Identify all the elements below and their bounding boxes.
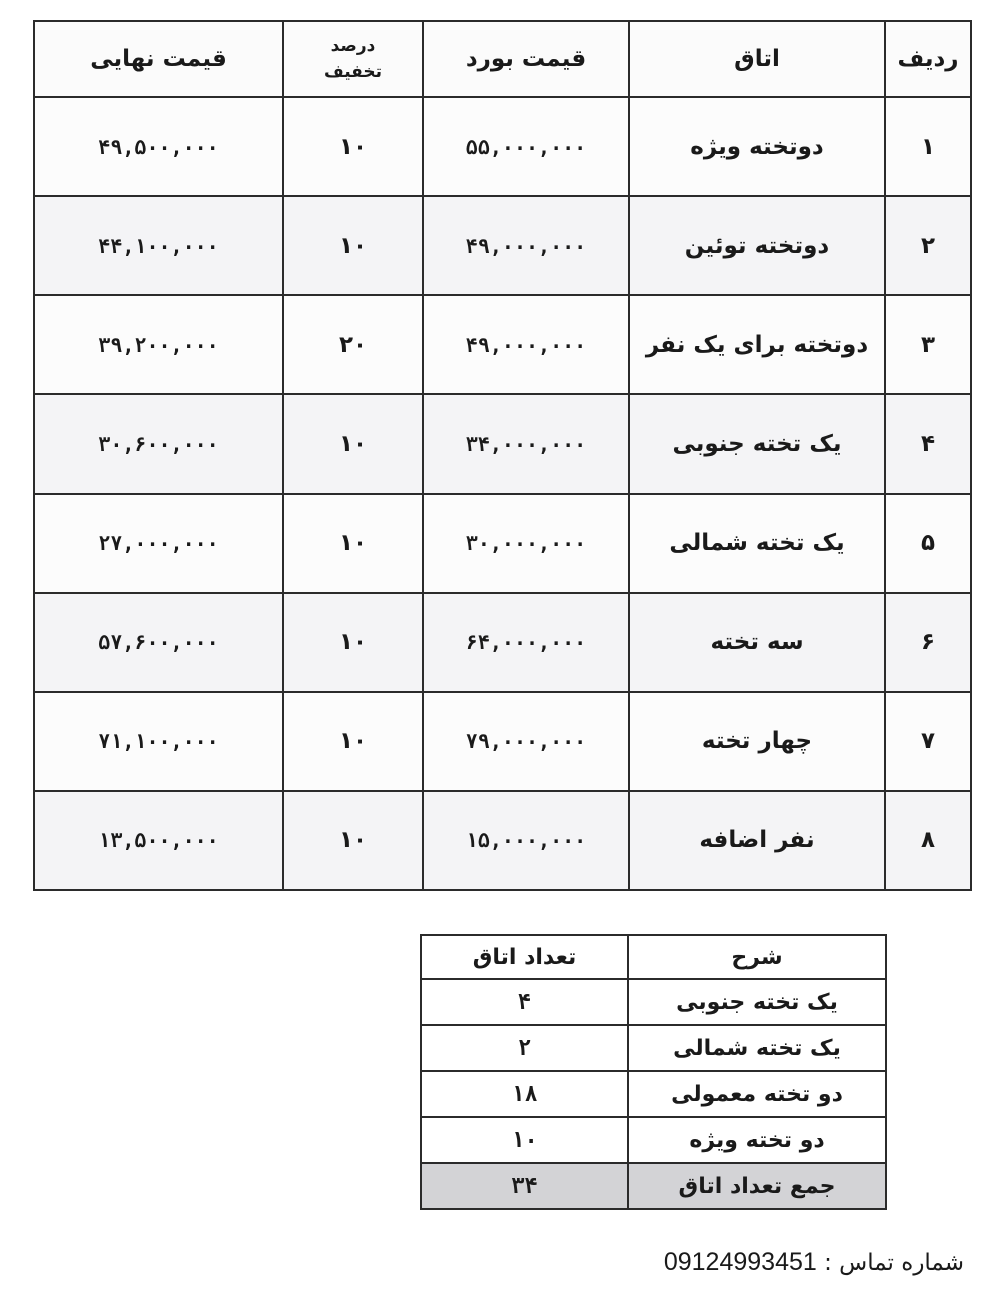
count-value: ۱۰ bbox=[421, 1117, 628, 1163]
row-number: ۲ bbox=[885, 196, 971, 295]
discount-percent: ۱۰ bbox=[283, 97, 423, 196]
discount-percent: ۱۰ bbox=[283, 593, 423, 692]
total-description: جمع تعداد اتاق bbox=[628, 1163, 886, 1209]
final-price: ۳۹,۲۰۰,۰۰۰ bbox=[34, 295, 283, 394]
count-value: ۴ bbox=[421, 979, 628, 1025]
table-row bbox=[421, 1117, 886, 1163]
header-row-no: ردیف bbox=[885, 21, 971, 97]
count-description: دو تخته معمولی bbox=[628, 1071, 886, 1117]
row-number: ۸ bbox=[885, 791, 971, 890]
count-description: یک تخته جنوبی bbox=[628, 979, 886, 1025]
room-name: دوتخته توئین bbox=[629, 196, 885, 295]
table-row bbox=[34, 394, 971, 493]
room-count-table bbox=[420, 934, 887, 1210]
count-value: ۲ bbox=[421, 1025, 628, 1071]
count-description: یک تخته شمالی bbox=[628, 1025, 886, 1071]
table-row bbox=[34, 494, 971, 593]
board-price: ۳۴,۰۰۰,۰۰۰ bbox=[423, 394, 629, 493]
discount-percent: ۱۰ bbox=[283, 692, 423, 791]
header-discount-line1: درصد bbox=[330, 36, 376, 56]
discount-percent: ۱۰ bbox=[283, 494, 423, 593]
row-number: ۶ bbox=[885, 593, 971, 692]
board-price: ۳۰,۰۰۰,۰۰۰ bbox=[423, 494, 629, 593]
room-name: چهار تخته bbox=[629, 692, 885, 791]
count-table-header bbox=[421, 935, 886, 979]
header-description: شرح bbox=[628, 935, 886, 979]
room-name: نفر اضافه bbox=[629, 791, 885, 890]
room-name: سه تخته bbox=[629, 593, 885, 692]
header-discount-line2: تخفیف bbox=[323, 62, 383, 82]
total-row bbox=[421, 1163, 886, 1209]
table-row bbox=[34, 196, 971, 295]
contact-line bbox=[664, 1248, 964, 1277]
price-table-header bbox=[34, 21, 971, 97]
board-price: ۱۵,۰۰۰,۰۰۰ bbox=[423, 791, 629, 890]
row-number: ۱ bbox=[885, 97, 971, 196]
board-price: ۴۹,۰۰۰,۰۰۰ bbox=[423, 196, 629, 295]
final-price: ۲۷,۰۰۰,۰۰۰ bbox=[34, 494, 283, 593]
final-price: ۴۴,۱۰۰,۰۰۰ bbox=[34, 196, 283, 295]
discount-percent: ۱۰ bbox=[283, 791, 423, 890]
final-price: ۱۳,۵۰۰,۰۰۰ bbox=[34, 791, 283, 890]
row-number: ۴ bbox=[885, 394, 971, 493]
board-price: ۴۹,۰۰۰,۰۰۰ bbox=[423, 295, 629, 394]
final-price: ۵۷,۶۰۰,۰۰۰ bbox=[34, 593, 283, 692]
table-row bbox=[34, 295, 971, 394]
table-row bbox=[421, 1025, 886, 1071]
contact-phone: 09124993451 bbox=[663, 1248, 817, 1276]
row-number: ۳ bbox=[885, 295, 971, 394]
discount-percent: ۱۰ bbox=[283, 394, 423, 493]
price-table bbox=[33, 20, 972, 891]
header-room-count: تعداد اتاق bbox=[421, 935, 628, 979]
final-price: ۳۰,۶۰۰,۰۰۰ bbox=[34, 394, 283, 493]
table-row bbox=[34, 97, 971, 196]
final-price: ۴۹,۵۰۰,۰۰۰ bbox=[34, 97, 283, 196]
board-price: ۷۹,۰۰۰,۰۰۰ bbox=[423, 692, 629, 791]
room-name: یک تخته شمالی bbox=[629, 494, 885, 593]
final-price: ۷۱,۱۰۰,۰۰۰ bbox=[34, 692, 283, 791]
header-discount bbox=[283, 21, 423, 97]
table-row bbox=[34, 791, 971, 890]
table-row bbox=[421, 979, 886, 1025]
table-row bbox=[421, 1071, 886, 1117]
count-description: دو تخته ویژه bbox=[628, 1117, 886, 1163]
table-row bbox=[34, 692, 971, 791]
row-number: ۵ bbox=[885, 494, 971, 593]
board-price: ۵۵,۰۰۰,۰۰۰ bbox=[423, 97, 629, 196]
room-name: دوتخته برای یک نفر bbox=[629, 295, 885, 394]
table-row bbox=[34, 593, 971, 692]
header-room: اتاق bbox=[629, 21, 885, 97]
room-name: یک تخته جنوبی bbox=[629, 394, 885, 493]
board-price: ۶۴,۰۰۰,۰۰۰ bbox=[423, 593, 629, 692]
row-number: ۷ bbox=[885, 692, 971, 791]
contact-label: شماره تماس : bbox=[824, 1250, 964, 1276]
header-board-price: قیمت بورد bbox=[423, 21, 629, 97]
total-value: ۳۴ bbox=[421, 1163, 628, 1209]
header-final-price: قیمت نهایی bbox=[34, 21, 283, 97]
count-value: ۱۸ bbox=[421, 1071, 628, 1117]
discount-percent: ۲۰ bbox=[283, 295, 423, 394]
discount-percent: ۱۰ bbox=[283, 196, 423, 295]
room-name: دوتخته ویژه bbox=[629, 97, 885, 196]
